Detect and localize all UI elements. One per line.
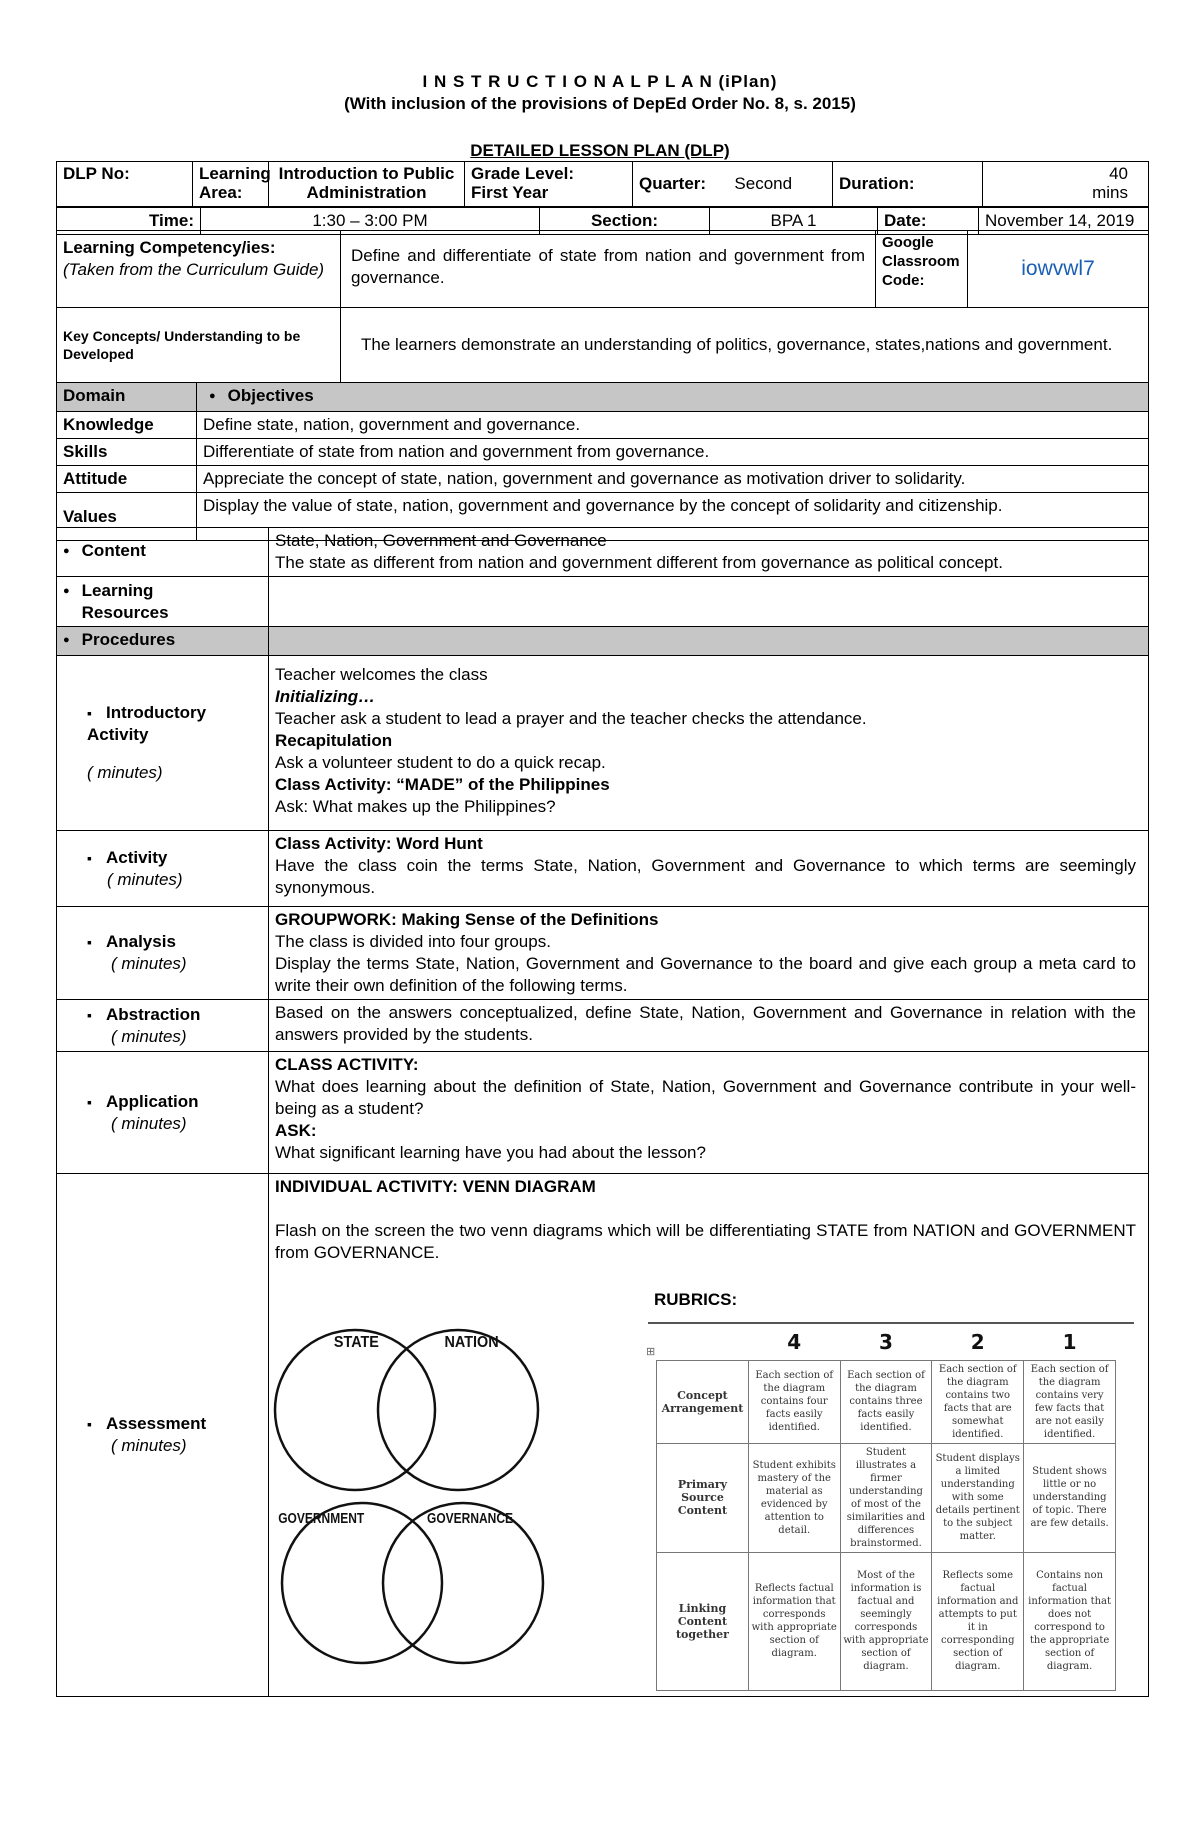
assessment-minutes: ( minutes) [111,1436,187,1455]
rubric-cell: Student illustrates a firmer understanding of most of the similarities and differences brainstormed. [840,1443,932,1552]
assessment-label: ▪ Assessment [87,1414,206,1433]
key-concepts-label: Key Concepts/ Understanding to be Developed [57,308,341,383]
dlp-title: DETAILED LESSON PLAN (DLP) [470,141,730,160]
rubric-score-4: 4 [787,1330,802,1355]
objective-values: Display the value of state, nation, government and governance by the concept of solidarity and citizenship. [197,493,1149,541]
application-heading-2: ASK: [275,1121,317,1140]
objective-attitude: Appreciate the concept of state, nation, government and governance as motivation driver to solidarity. [197,466,1149,493]
domain-attitude: Attitude [57,466,197,493]
key-concepts-table [56,307,1149,383]
competency-note: (Taken from the Curriculum Guide) [63,260,325,279]
intro-line-2: Teacher ask a student to lead a prayer and the teacher checks the attendance. [275,709,867,728]
date-value: November 14, 2019 [979,208,1149,235]
intro-line-4: Ask: What makes up the Philippines? [275,797,556,816]
objective-skills: Differentiate of state from nation and government from governance. [197,439,1149,466]
rubric-cell: Student exhibits mastery of the material as evidenced by attention to detail. [748,1443,840,1552]
rubric-criterion-primary: Primary Source Content [657,1443,749,1552]
venn-nation-circle [378,1330,538,1490]
learning-area-value: Introduction to Public Administration [269,162,465,207]
procedures-label: ● Procedures [63,630,175,649]
venn-label-state: STATE [333,1333,379,1352]
google-classroom-code: iowvwl7 [1021,256,1095,280]
assessment-heading: INDIVIDUAL ACTIVITY: VENN DIAGRAM [275,1177,596,1196]
google-classroom-label: Google Classroom Code: [876,231,968,308]
section-label: Section: [540,208,710,235]
venn-government-circle [282,1503,442,1663]
venn-label-government: GOVERNMENT [278,1509,365,1527]
intro-heading-1: Initializing… [275,687,376,706]
time-label: Time: [57,208,201,235]
content-label: ● Content [63,541,146,560]
section-value: BPA 1 [710,208,878,235]
application-line-2: What significant learning have you had about the lesson? [275,1143,706,1162]
rubric-score-1: 1 [1062,1330,1077,1355]
rubric-cell: Each section of the diagram contains four facts easily identified. [748,1360,840,1443]
dlp-no-label: DLP No: [57,162,193,207]
time-value: 1:30 – 3:00 PM [201,208,540,235]
rubric-cell: Reflects some factual information and attempts to put it in corresponding section of diagram. [932,1552,1024,1690]
rubric-criterion-linking: Linking Content together [657,1552,749,1690]
quarter-label: Quarter: [639,174,707,193]
venn-governance-circle [383,1503,543,1663]
resources-content [269,577,1149,627]
competency-label: Learning Competency/ies: [63,238,276,257]
content-line-1: State, Nation, Government and Governance [275,531,607,550]
domain-values: Values [57,493,197,541]
duration-unit: mins [1092,183,1128,202]
venn-label-governance: GOVERNANCE [427,1509,513,1527]
assessment-text: Flash on the screen the two venn diagrams which will be differentiating STATE from NATION and GOVERNMENT from GOVERNANCE. [275,1221,1136,1262]
info-table [56,161,1149,207]
application-heading-1: CLASS ACTIVITY: [275,1055,419,1074]
objectives-table [56,382,1149,541]
duration-value: 40 [1109,164,1128,183]
rubric-cell: Each section of the diagram contains very few facts that are not easily identified. [1024,1360,1116,1443]
rubric-table [656,1326,1116,1691]
rubric-cell: Student shows little or no understanding of topic. There are few details. [1024,1443,1116,1552]
grade-level-value: First Year [471,183,549,202]
intro-minutes: ( minutes) [87,763,163,782]
domain-knowledge: Knowledge [57,412,197,439]
analysis-minutes: ( minutes) [111,954,187,973]
grade-level-label: Grade Level: [471,164,574,183]
rubric-score-2: 2 [970,1330,985,1355]
intro-heading-2: Recapitulation [275,731,393,750]
analysis-label: ▪ Analysis [87,932,176,951]
rubric-cell: Student displays a limited understanding with some details pertinent to the subject matter. [932,1443,1024,1552]
application-minutes: ( minutes) [111,1113,187,1133]
intro-heading-3: Class Activity: “MADE” of the Philippines [275,775,610,794]
key-concepts-text: The learners demonstrate an understanding of politics, governance, states,nations and government. [341,308,1149,383]
activity-heading: Class Activity: Word Hunt [275,834,483,853]
intro-line-1: Teacher welcomes the class [275,665,488,684]
activity-minutes: ( minutes) [107,869,183,889]
document-subtitle: (With inclusion of the provisions of DepEd Order No. 8, s. 2015) [344,94,856,113]
venn-label-nation: NATION [444,1333,499,1352]
rubric-cell: Each section of the diagram contains three facts easily identified. [840,1360,932,1443]
application-label: ▪ Application [87,1092,199,1111]
abstraction-label: ▪ Abstraction [87,1005,200,1024]
analysis-line-1: The class is divided into four groups. [275,932,551,951]
domain-skills: Skills [57,439,197,466]
intro-label: ▪ Introductory Activity [87,702,237,746]
rubric-criterion-concept: Concept Arrangement [657,1360,749,1443]
rubric-score-3: 3 [879,1330,893,1355]
venn-diagrams [270,1305,570,1675]
rubrics-label: RUBRICS: [654,1290,738,1309]
venn-state-circle [275,1330,435,1490]
resources-label: Learning Resources [81,580,169,622]
competency-text: Define and differentiate of state from nation and government from governance. [341,231,876,308]
rubric-cell: Reflects factual information that corresponds with appropriate section of diagram. [748,1552,840,1690]
analysis-line-2: Display the terms State, Nation, Government and Governance to the board and give each group a meta card to write their own definition of the following terms. [275,954,1136,995]
abstraction-minutes: ( minutes) [111,1026,187,1046]
learning-area-label: Learning Area: [193,162,269,207]
domain-header: Domain [57,383,197,412]
rubric-cell: Contains non factual information that does not correspond to the appropriate section of diagram. [1024,1552,1116,1690]
quarter-value: Second [734,174,793,193]
rubric-cell: Most of the information is factual and seemingly corresponds with appropriate section of diagram. [840,1552,932,1690]
objective-knowledge: Define state, nation, government and governance. [197,412,1149,439]
content-line-2: The state as different from nation and government different from governance as political concept. [275,553,1003,572]
document-title: I N S T R U C T I O N A L P L A N (iPlan) [422,72,778,91]
activity-label: ▪ Activity [87,848,167,867]
analysis-heading: GROUPWORK: Making Sense of the Definitions [275,910,659,929]
intro-line-3: Ask a volunteer student to do a quick recap. [275,753,606,772]
table-move-handle-icon: ⊞ [646,1346,656,1358]
abstraction-text: Based on the answers conceptualized, define State, Nation, Government and Governance in relation with the answers provided by the students. [269,1000,1149,1052]
rubric-cell: Each section of the diagram contains two facts that are somewhat identified. [932,1360,1024,1443]
rubric-top-rule [648,1322,1134,1324]
date-label: Date: [878,208,979,235]
competency-table [56,230,1149,308]
objectives-header: ● Objectives [209,386,314,405]
activity-text: Have the class coin the terms State, Nation, Government and Governance to which terms are seemingly synonymous. [275,856,1136,897]
duration-label: Duration: [833,162,983,207]
application-line-1: What does learning about the definition of State, Nation, Government and Governance contribute in your well-being as a student? [275,1077,1136,1118]
